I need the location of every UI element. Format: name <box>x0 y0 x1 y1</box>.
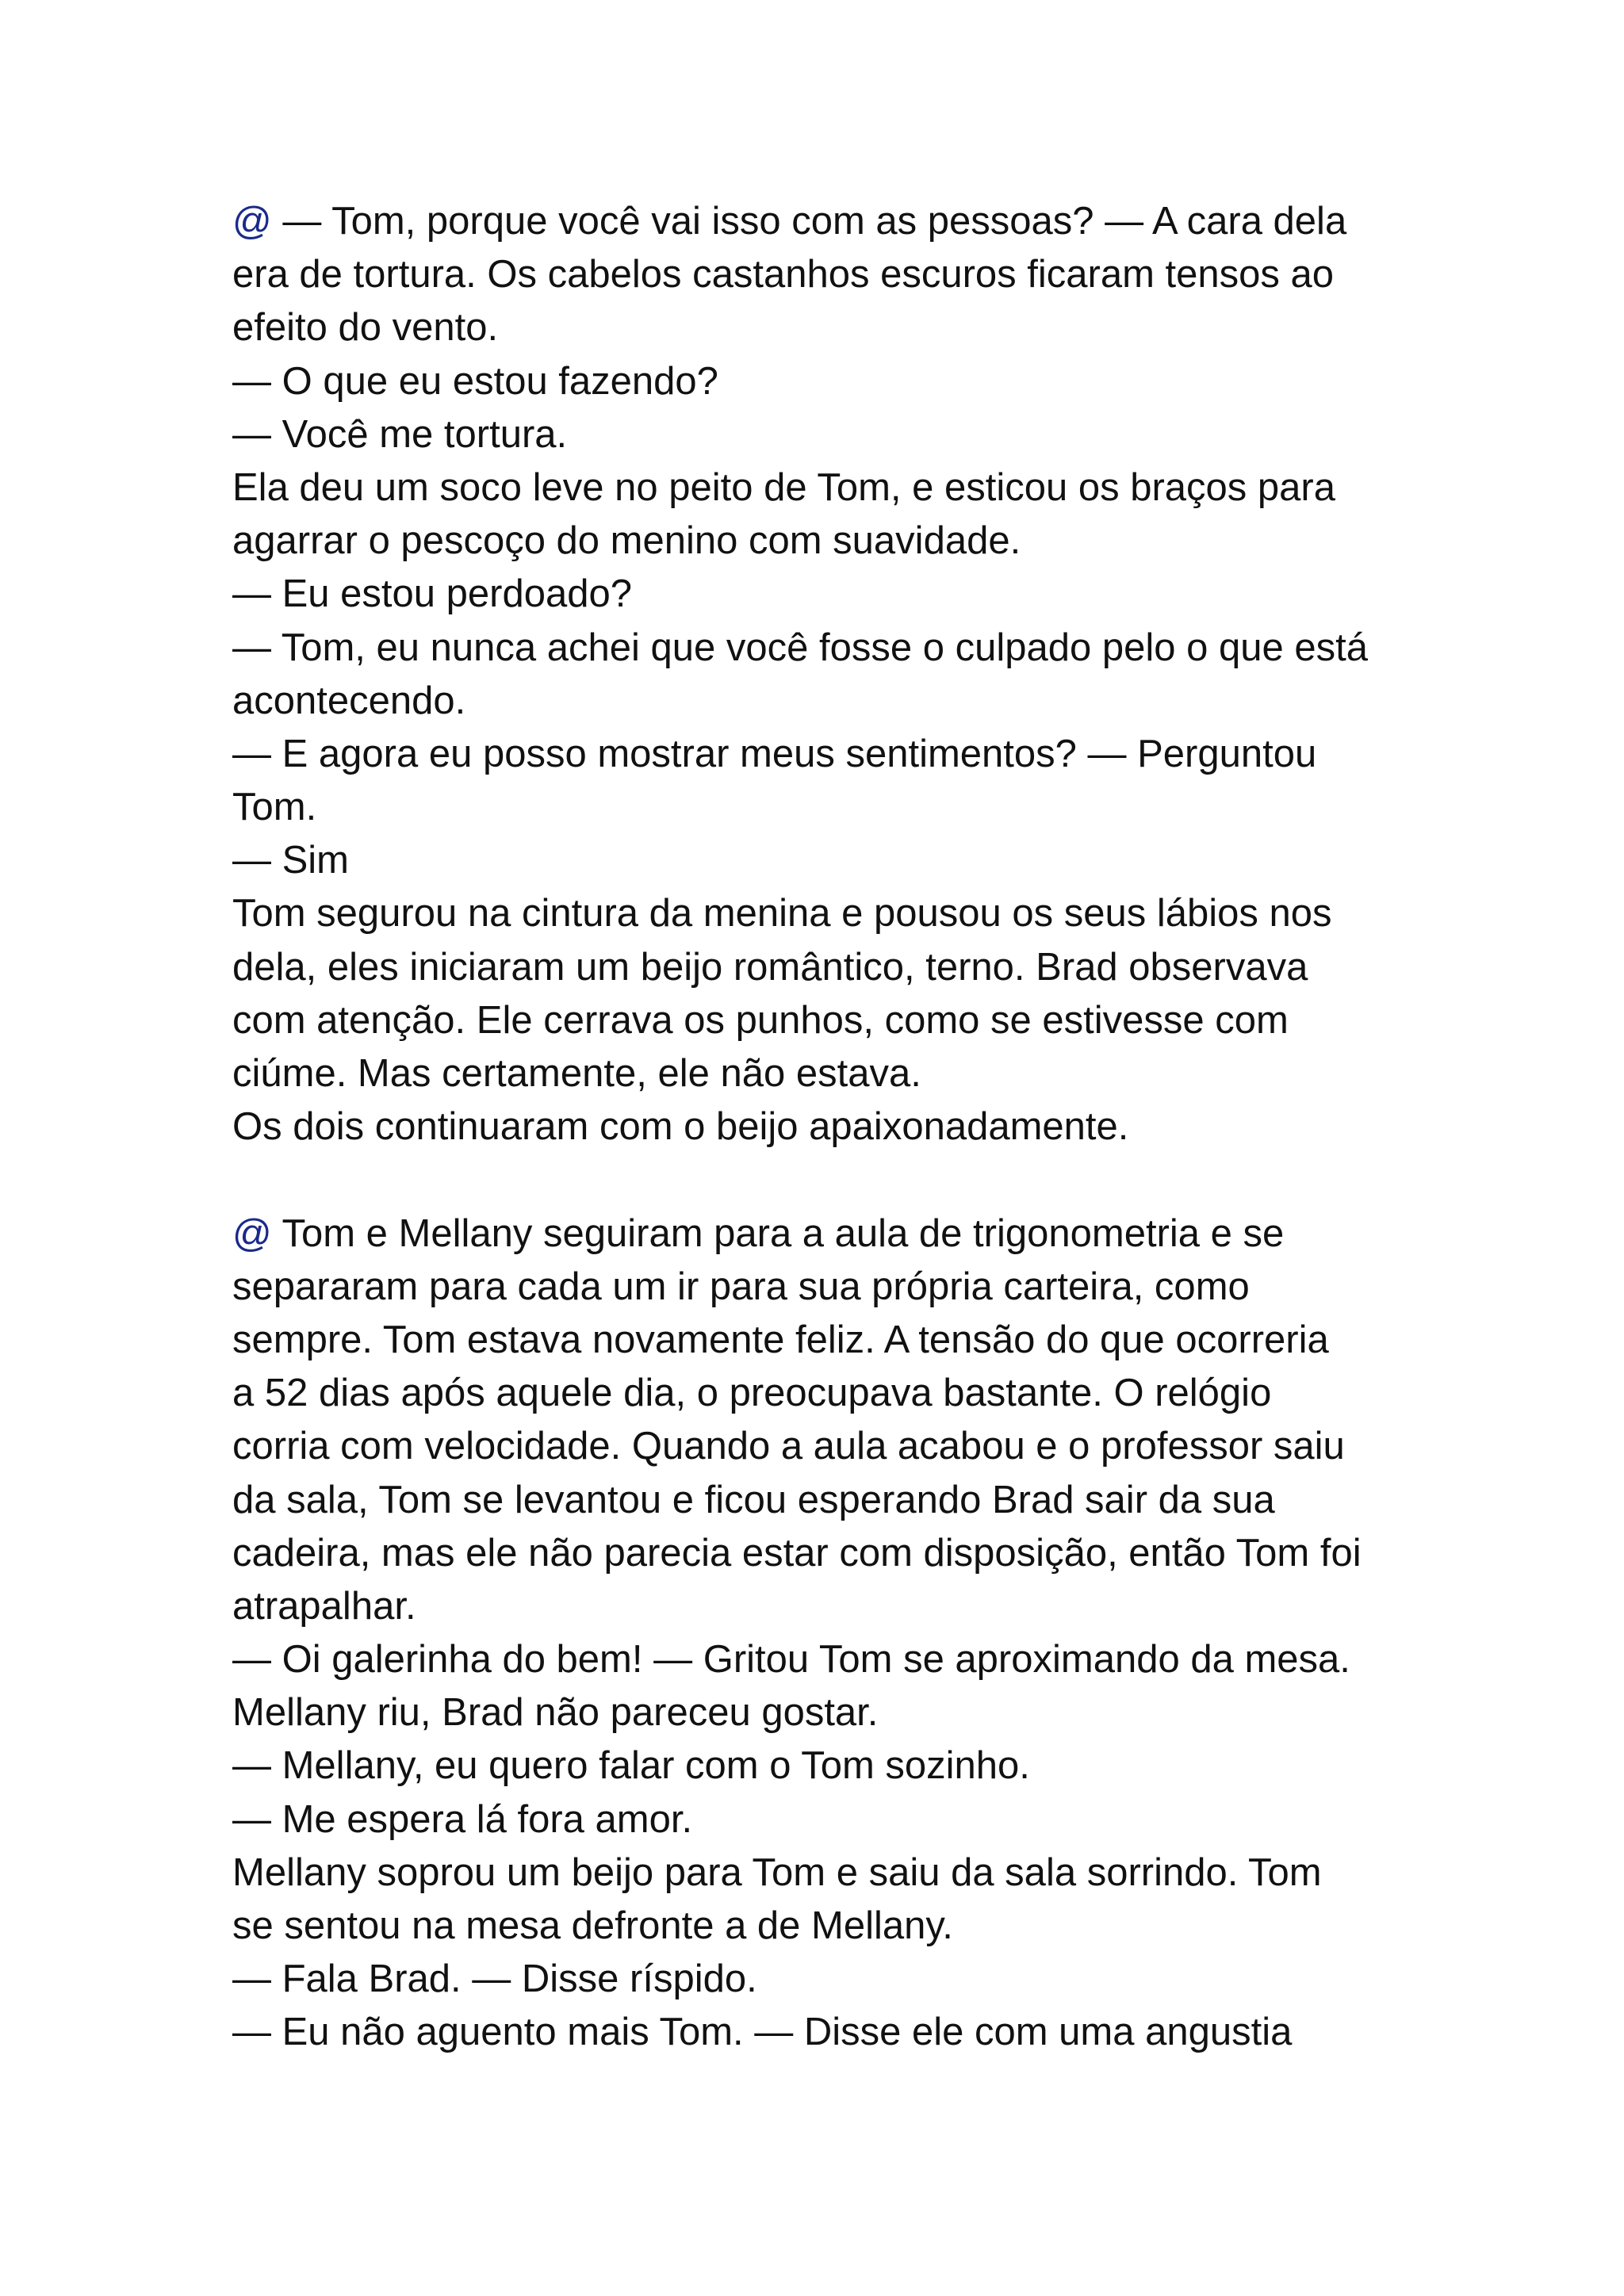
text-line <box>232 1474 1406 1527</box>
text-line <box>232 248 1406 301</box>
line-text: — Mellany, eu quero falar com o Tom sozinho. <box>232 1744 1030 1788</box>
at-symbol-mark: @ <box>232 1211 272 1255</box>
paragraph-break <box>232 1154 1406 1207</box>
line-text: acontecendo. <box>232 679 466 722</box>
text-line <box>232 1420 1406 1473</box>
line-text: — Eu estou perdoado? <box>232 572 632 616</box>
text-line <box>232 408 1406 461</box>
line-text: — Sim <box>232 839 349 882</box>
text-line <box>232 834 1406 887</box>
line-text: cadeira, mas ele não parecia estar com disposição, então Tom foi <box>232 1531 1362 1575</box>
line-text: separaram para cada um ir para sua própria carteira, como <box>232 1265 1250 1308</box>
line-text: — Tom, eu nunca achei que você fosse o culpado pelo o que está <box>232 626 1368 669</box>
line-text: da sala, Tom se levantou e ficou esperando Brad sair da sua <box>232 1478 1275 1521</box>
text-line <box>232 1793 1406 1846</box>
text-line <box>232 1953 1406 2006</box>
line-text: Tom e Mellany seguiram para a aula de trigonometria e se <box>271 1211 1285 1255</box>
text-line <box>232 1314 1406 1367</box>
line-text: corria com velocidade. Quando a aula acabou e o professor saiu <box>232 1425 1345 1468</box>
text-line <box>232 1900 1406 1953</box>
text-line <box>232 887 1406 940</box>
line-text: — Tom, porque você vai isso com as pessoas? — A cara dela <box>271 200 1347 243</box>
at-symbol-mark: @ <box>232 200 272 243</box>
line-text: atrapalhar. <box>232 1584 416 1628</box>
text-line <box>232 515 1406 568</box>
text-line <box>232 1739 1406 1793</box>
text-line <box>232 1047 1406 1100</box>
line-text: a 52 dias após aquele dia, o preocupava bastante. O relógio <box>232 1372 1272 1415</box>
text-line <box>232 941 1406 994</box>
line-text: agarrar o pescoço do menino com suavidade. <box>232 519 1021 563</box>
text-line <box>232 781 1406 834</box>
text-line <box>232 2006 1406 2059</box>
line-text: Ela deu um soco leve no peito de Tom, e esticou os braços para <box>232 465 1335 509</box>
line-text: se sentou na mesa defronte a de Mellany. <box>232 1904 953 1947</box>
text-line <box>232 1633 1406 1686</box>
line-text: Mellany soprou um beijo para Tom e saiu da sala sorrindo. Tom <box>232 1850 1322 1894</box>
line-text: efeito do vento. <box>232 306 499 350</box>
line-text: — Fala Brad. — Disse ríspido. <box>232 1957 757 2001</box>
line-text: era de tortura. Os cabelos castanhos escuros ficaram tensos ao <box>232 253 1335 297</box>
line-text: — Me espera lá fora amor. <box>232 1797 693 1841</box>
text-line <box>232 1527 1406 1580</box>
text-line <box>232 994 1406 1047</box>
line-text: sempre. Tom estava novamente feliz. A tensão do que ocorreria <box>232 1318 1329 1361</box>
line-text: — Você me tortura. <box>232 412 568 456</box>
text-line <box>232 195 1406 248</box>
line-text: com atenção. Ele cerrava os punhos, como se estivesse com <box>232 998 1289 1042</box>
line-text: — Eu não aguento mais Tom. — Disse ele com uma angustia <box>232 2011 1293 2054</box>
line-text: dela, eles iniciaram um beijo romântico, terno. Brad observava <box>232 945 1308 989</box>
line-text: Tom. <box>232 786 317 829</box>
line-text: — O que eu estou fazendo? <box>232 359 718 403</box>
text-line <box>232 1100 1406 1154</box>
text-line <box>232 1367 1406 1420</box>
text-line <box>232 675 1406 728</box>
text-line <box>232 1207 1406 1261</box>
text-line <box>232 1261 1406 1314</box>
text-line <box>232 568 1406 621</box>
text-line <box>232 1846 1406 1900</box>
line-text: Os dois continuaram com o beijo apaixonadamente. <box>232 1105 1129 1149</box>
line-text: — Oi galerinha do bem! — Gritou Tom se aproximando da mesa. <box>232 1638 1350 1682</box>
line-text: — E agora eu posso mostrar meus sentimentos? — Perguntou <box>232 732 1317 775</box>
line-text: Mellany riu, Brad não pareceu gostar. <box>232 1691 879 1735</box>
text-line <box>232 622 1406 675</box>
text-line <box>232 301 1406 354</box>
line-text: Tom segurou na cintura da menina e pousou os seus lábios nos <box>232 892 1332 936</box>
text-line <box>232 728 1406 781</box>
text-line <box>232 355 1406 408</box>
line-text: ciúme. Mas certamente, ele não estava. <box>232 1052 921 1095</box>
document-body <box>232 195 1406 2060</box>
text-line <box>232 461 1406 515</box>
text-line <box>232 1686 1406 1739</box>
text-line <box>232 1580 1406 1633</box>
